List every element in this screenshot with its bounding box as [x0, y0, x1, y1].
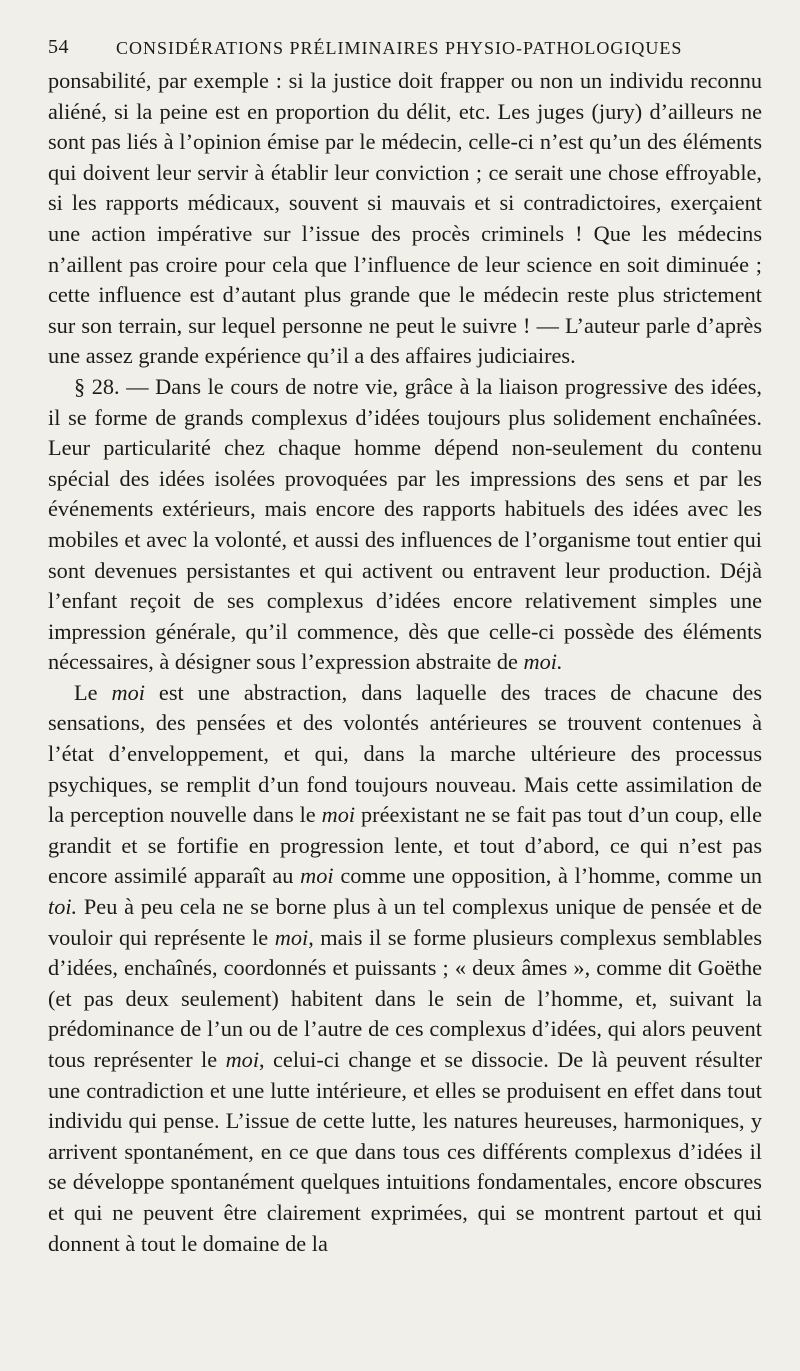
paragraph-2-text: — Dans le cours de notre vie, grâce à la liaison progressive des idées, il se forme de grands complexus d’idées toujours plus solidement enchaînées. Leur particularité chez chaque homme dépend non-seulement du contenu spécial des idées isolées provoquées par les impressions des sens et par les événements extérieurs, mais encore des rapports habituels des idées avec les mobiles et avec la volonté, et aussi des influences de l’organisme tout entier qui sont devenues persistantes et qui activent ou entravent leur production. Déjà l’enfant reçoit de ses complexus d’idées encore relativement simples une impression générale, qu’il commence, dès que celle-ci possède des éléments nécessaires, à désigner sous l’expression abstraite de [48, 373, 763, 675]
paragraph-2-italic-moi: moi. [523, 649, 563, 675]
paragraph-2 [48, 372, 762, 678]
paragraph-3-segment: Peu à peu cela ne se borne plus à un tel complexus unique de pensée et de vouloir qui représente le [48, 894, 762, 950]
paragraph-3-segment: est une abstraction, dans laquelle des traces de chacune des sensations, des pensées et des volontés antérieures se trouvent contenues à l’état d’enveloppement, et qui, dans la marche ultérieure des processus psychiques, se remplit d’un fond toujours nouveau. Mais cette assimilation de la perception nouvelle dans le [48, 679, 763, 828]
paragraph-3-italic-segment: moi [274, 924, 309, 950]
page-number: 54 [48, 36, 69, 58]
paragraph-3-segment: comme une opposition, à l’homme, comme un [333, 863, 762, 889]
paragraph-3-segment: , mais il se forme plusieurs complexus semblables d’idées, enchaînés, coordonnés et puissants ; « deux âmes », comme dit Goëthe (et pas deux seulement) habitent dans le sein de l’homme, et, suivant la prédominance de l’un ou de l’autre de ces complexus d’idées, qui alors peuvent tous représenter le [48, 924, 762, 1072]
paragraph-1: ponsabilité, par exemple : si la justice doit frapper ou non un individu reconnu aliéné, si la peine est en proportion du délit, etc. Les juges (jury) d’ailleurs ne sont pas liés à l’opinion émise par le médecin, celle-ci n’est qu’un des éléments qui doivent leur servir à établir leur conviction ; ce serait une chose effroyable, si les rapports médicaux, souvent si mauvais et si contradictoires, exerçaient une action impérative sur l’issue des procès criminels ! Que les médecins n’aillent pas croire pour cela que l’influence de leur science en soit diminuée ; cette influence est d’autant plus grande que le médecin reste plus strictement sur son terrain, sur lequel personne ne peut le suivre ! — L’auteur parle d’après une assez grande expérience qu’il a des affaires judiciaires. [48, 68, 762, 369]
section-number: § 28. [74, 373, 120, 399]
paragraph-3-italic-segment: moi [300, 863, 334, 889]
page-header [48, 36, 762, 66]
paragraph-3-italic-segment: moi [111, 679, 145, 705]
paragraph-3-segment: , celui-ci change et se dissocie. De là peuvent résulter une contradiction et une lutte intérieure, et elles se produisent en effet dans tout individu qui pense. L’issue de cette lutte, les natures heureuses, harmoniques, y arrivent spontanément, en ce que dans tous ces différents complexus d’idées il se développe spontanément quelques intuitions fondamentales, encore obscures et qui ne peuvent être clairement exprimées, qui se montrent partout et qui donnent à tout le domaine de la [48, 1047, 763, 1256]
body-text [48, 66, 762, 1259]
paragraph-3-segment: Le [74, 679, 112, 705]
paragraph-3-italic-segment: toi. [48, 894, 78, 920]
running-title: CONSIDÉRATIONS PRÉLIMINAIRES PHYSIO-PATHOLOGIQUES [116, 38, 683, 58]
paragraph-3-italic-segment: moi [225, 1047, 260, 1072]
paragraph-3-italic-segment: moi [321, 802, 356, 828]
paragraph-3-segment: préexistant ne se fait pas tout d’un coup, elle grandit et se fortifie en progression lente, et tout d’abord, ce qui n’est pas encore assimilé apparaît au [48, 802, 762, 889]
paragraph-3 [48, 678, 762, 1259]
